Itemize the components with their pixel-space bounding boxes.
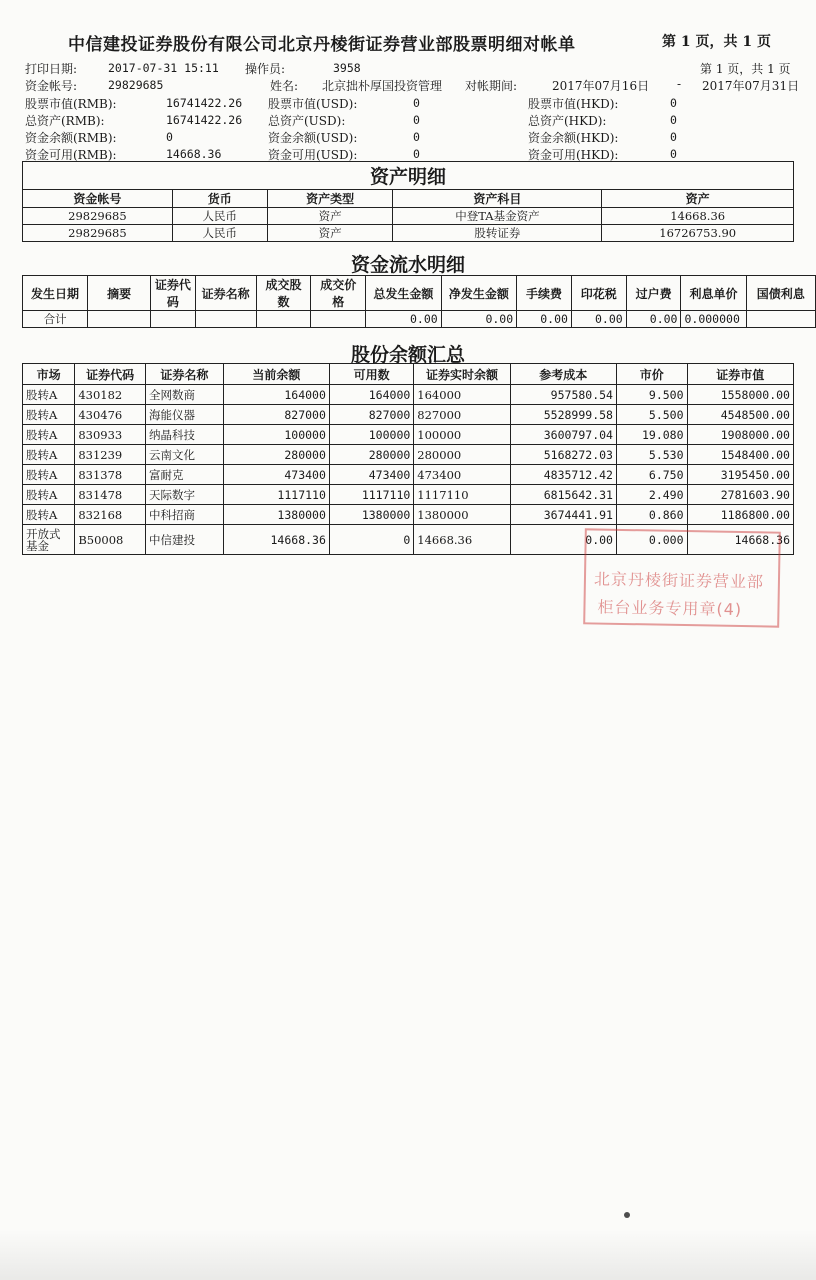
cell: 6815642.31 [510, 485, 616, 505]
page-indicator: 第 1 页，共 1 页 [662, 34, 771, 50]
column-header: 净发生金额 [441, 276, 516, 311]
balance-value: 0 [670, 147, 677, 161]
cell: 5.530 [616, 445, 687, 465]
period-label: 对帐期间: [465, 79, 518, 93]
cell: 832168 [75, 505, 146, 525]
column-header: 证券名称 [145, 364, 223, 385]
cell: 股转A [23, 385, 75, 405]
balance-value: 0 [670, 96, 677, 110]
cell: 100000 [223, 425, 329, 445]
balance-value: 0 [670, 113, 677, 127]
cell: 14668.36 [687, 525, 793, 555]
cell: 1380000 [414, 505, 510, 525]
seal-stamp [583, 528, 781, 627]
cell: 831378 [75, 465, 146, 485]
stamp-line: 柜台业务专用章(4) [597, 597, 743, 620]
cell: 股转A [23, 445, 75, 465]
table-row [23, 225, 794, 242]
balance-value: 0 [670, 130, 677, 144]
column-header: 成交价格 [311, 276, 366, 311]
cell: 827000 [414, 405, 510, 425]
balance-label: 股票市值(USD): [268, 97, 358, 111]
cell: 海能仪器 [145, 405, 223, 425]
scan-shadow [0, 1230, 816, 1280]
cell: 开放式基金 [23, 525, 75, 555]
column-header: 市价 [616, 364, 687, 385]
column-header: 证券市值 [687, 364, 793, 385]
cell: 430476 [75, 405, 146, 425]
balance-label: 总资产(RMB): [25, 114, 105, 128]
table-row [23, 485, 794, 505]
cell: 1380000 [329, 505, 413, 525]
column-header: 资产 [602, 190, 794, 208]
print-date-value: 2017-07-31 15:11 [108, 61, 219, 75]
cell: 831478 [75, 485, 146, 505]
table-row [23, 465, 794, 485]
cell [746, 311, 815, 328]
cell: 资产 [267, 225, 393, 242]
table-row [23, 425, 794, 445]
cell: 股转A [23, 405, 75, 425]
balance-value: 0 [166, 130, 173, 144]
cell: 人民币 [172, 225, 267, 242]
cell: 股转A [23, 505, 75, 525]
cell: 1380000 [223, 505, 329, 525]
column-header: 证券名称 [195, 276, 256, 311]
cell: 0.00 [571, 311, 626, 328]
column-header: 国债利息 [746, 276, 815, 311]
cell: 股转A [23, 465, 75, 485]
cell: 0.00 [517, 311, 572, 328]
cell: 164000 [329, 385, 413, 405]
cell: 4548500.00 [687, 405, 793, 425]
balance-value: 0 [413, 113, 420, 127]
period-separator: - [677, 77, 682, 91]
cell: 0.860 [616, 505, 687, 525]
balance-value: 16741422.26 [166, 113, 243, 127]
column-header: 利息单价 [681, 276, 746, 311]
total-row [23, 311, 816, 328]
cell: 14668.36 [602, 208, 794, 225]
table-row [23, 208, 794, 225]
page-indicator-sub: 第 1 页，共 1 页 [700, 62, 791, 76]
column-header: 过户费 [626, 276, 681, 311]
print-date-label: 打印日期: [25, 62, 78, 76]
asset-detail-title: 资产明细 [23, 162, 794, 190]
column-header: 发生日期 [23, 276, 88, 311]
cell: 280000 [414, 445, 510, 465]
cell [195, 311, 256, 328]
cell: 中科招商 [145, 505, 223, 525]
stamp-line: 北京丹棱街证券营业部 [593, 569, 765, 592]
table-row [23, 505, 794, 525]
cell: 富耐克 [145, 465, 223, 485]
cell: 5168272.03 [510, 445, 616, 465]
cell: 纳晶科技 [145, 425, 223, 445]
table-row [23, 445, 794, 465]
column-header: 成交股数 [256, 276, 311, 311]
cell [311, 311, 366, 328]
cell: 股转A [23, 485, 75, 505]
cell: 1558000.00 [687, 385, 793, 405]
cell: 3195450.00 [687, 465, 793, 485]
cell: 0 [329, 525, 413, 555]
cell: 29829685 [23, 208, 173, 225]
balance-label: 资金余额(RMB): [25, 131, 117, 145]
cell: 9.500 [616, 385, 687, 405]
balance-label: 资金可用(RMB): [25, 148, 117, 162]
cell: 1548400.00 [687, 445, 793, 465]
cell: 16726753.90 [602, 225, 794, 242]
balance-label: 资金可用(USD): [268, 148, 358, 162]
cell: 430182 [75, 385, 146, 405]
balance-value: 0 [413, 96, 420, 110]
column-header: 手续费 [517, 276, 572, 311]
cell: 164000 [223, 385, 329, 405]
cell: 3600797.04 [510, 425, 616, 445]
balance-value: 0 [413, 130, 420, 144]
cell: 100000 [414, 425, 510, 445]
cell: 19.080 [616, 425, 687, 445]
balance-label: 总资产(USD): [268, 114, 346, 128]
table-row [23, 405, 794, 425]
cell [256, 311, 311, 328]
cell: 股转证券 [393, 225, 602, 242]
cell: 0.00 [441, 311, 516, 328]
cell: 天际数字 [145, 485, 223, 505]
table-row [23, 385, 794, 405]
cell [88, 311, 151, 328]
cell: 股转A [23, 425, 75, 445]
total-label: 合计 [23, 311, 88, 328]
cell: 1117110 [414, 485, 510, 505]
cell: 全网数商 [145, 385, 223, 405]
cell: 14668.36 [223, 525, 329, 555]
cell: 164000 [414, 385, 510, 405]
cell: 3674441.91 [510, 505, 616, 525]
column-header: 资产类型 [267, 190, 393, 208]
cell: 29829685 [23, 225, 173, 242]
balance-label: 资金余额(USD): [268, 131, 358, 145]
cell: 2781603.90 [687, 485, 793, 505]
cell: 0.000000 [681, 311, 746, 328]
cell: 5528999.58 [510, 405, 616, 425]
column-header: 摘要 [88, 276, 151, 311]
column-header: 市场 [23, 364, 75, 385]
balance-label: 资金余额(HKD): [528, 131, 619, 145]
column-header: 证券代码 [151, 276, 195, 311]
cell: 1117110 [223, 485, 329, 505]
period-end: 2017年07月31日 [702, 79, 800, 93]
account-value: 29829685 [108, 78, 164, 92]
cell: 473400 [414, 465, 510, 485]
operator-value: 3958 [333, 61, 361, 75]
cell: 0.000 [616, 525, 687, 555]
period-start: 2017年07月16日 [552, 79, 650, 93]
account-label: 资金帐号: [25, 79, 78, 93]
column-header: 当前余额 [223, 364, 329, 385]
balance-label: 股票市值(HKD): [528, 97, 619, 111]
cell: 云南文化 [145, 445, 223, 465]
cell: 827000 [223, 405, 329, 425]
operator-label: 操作员: [245, 62, 286, 76]
holdings-title: 股份余额汇总 [350, 344, 465, 366]
balance-label: 股票市值(RMB): [25, 97, 117, 111]
cell: 资产 [267, 208, 393, 225]
cell: 957580.54 [510, 385, 616, 405]
cell: 100000 [329, 425, 413, 445]
column-header: 参考成本 [510, 364, 616, 385]
balance-value: 0 [413, 147, 420, 161]
cell: 4835712.42 [510, 465, 616, 485]
cell [151, 311, 195, 328]
column-header: 证券代码 [75, 364, 146, 385]
statement-title: 中信建投证券股份有限公司北京丹棱街证券营业部股票明细对帐单 [68, 35, 576, 55]
cell: 0.00 [626, 311, 681, 328]
cell: 14668.36 [414, 525, 510, 555]
balance-label: 资金可用(HKD): [528, 148, 619, 162]
cell: 830933 [75, 425, 146, 445]
cell: 6.750 [616, 465, 687, 485]
fund-flow-table [22, 275, 816, 328]
balance-value: 14668.36 [166, 147, 222, 161]
column-header: 印花税 [571, 276, 626, 311]
column-header: 证券实时余额 [414, 364, 510, 385]
cell: 1186800.00 [687, 505, 793, 525]
balance-label: 总资产(HKD): [528, 114, 607, 128]
column-header: 资金帐号 [23, 190, 173, 208]
cell: 中登TA基金资产 [393, 208, 602, 225]
cell: 831239 [75, 445, 146, 465]
cell: 5.500 [616, 405, 687, 425]
fund-flow-title: 资金流水明细 [350, 254, 465, 276]
cell: 人民币 [172, 208, 267, 225]
cell: 827000 [329, 405, 413, 425]
cell: 280000 [223, 445, 329, 465]
cell: B50008 [75, 525, 146, 555]
balance-value: 16741422.26 [166, 96, 243, 110]
column-header: 可用数 [329, 364, 413, 385]
cell: 0.00 [510, 525, 616, 555]
column-header: 货币 [172, 190, 267, 208]
cell: 473400 [223, 465, 329, 485]
cell: 0.00 [366, 311, 441, 328]
column-header: 资产科目 [393, 190, 602, 208]
cell: 473400 [329, 465, 413, 485]
holdings-table [22, 363, 794, 555]
name-value: 北京拙朴厚国投资管理 [322, 79, 443, 93]
cell: 1117110 [329, 485, 413, 505]
cell: 2.490 [616, 485, 687, 505]
cell: 1908000.00 [687, 425, 793, 445]
scan-speck [624, 1212, 630, 1218]
asset-detail-table [22, 161, 794, 242]
cell: 中信建投 [145, 525, 223, 555]
name-label: 姓名: [270, 79, 299, 93]
column-header: 总发生金额 [366, 276, 441, 311]
cell: 280000 [329, 445, 413, 465]
